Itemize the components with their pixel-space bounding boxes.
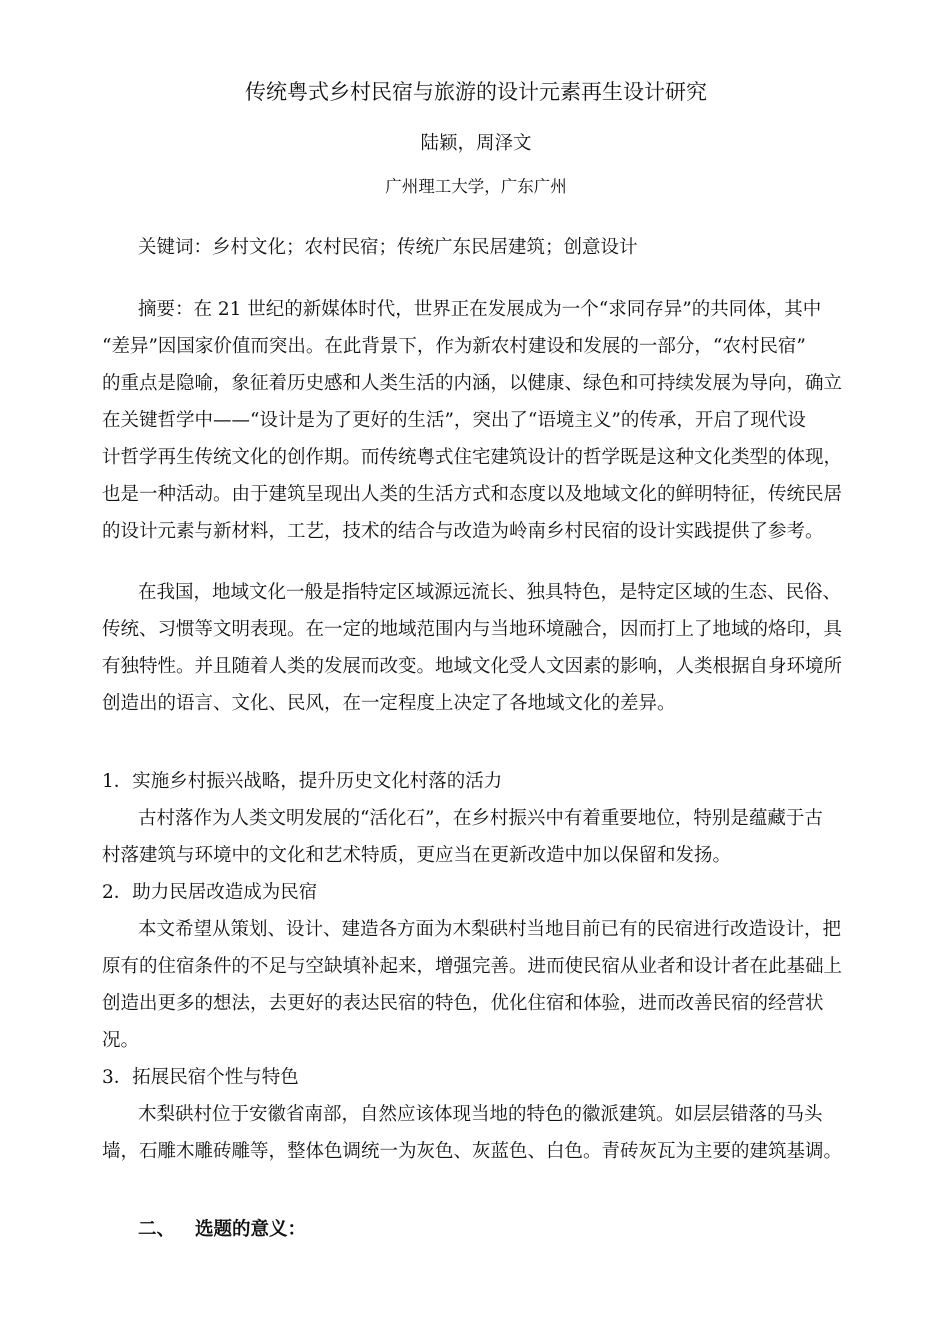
affiliation: 广州理工大学，广东广州 <box>385 177 567 196</box>
chapter-number: 二、 <box>138 1219 176 1240</box>
intro-line: 在我国，地域文化一般是指特定区域源远流长、独具特色，是特定区域的生态、民俗、 <box>138 582 842 603</box>
section-line: 本文希望从策划、设计、建造各方面为木梨硔村当地目前已有的民宿进行改造设计，把 <box>138 919 842 940</box>
abstract-line: 的重点是隐喻，象征着历史感和人类生活的内涵，以健康、绿色和可持续发展为导向，确立 <box>102 373 843 394</box>
section-heading: 2．助力民居改造成为民宿 <box>102 882 318 903</box>
authors: 陆颖，周泽文 <box>420 133 532 154</box>
abstract-line: 计哲学再生传统文化的创作期。而传统粤式住宅建筑设计的哲学既是这种文化类型的体现， <box>102 447 843 468</box>
intro-line: 传统、习惯等文明表现。在一定的地域范围内与当地环境融合，因而打上了地域的烙印，具 <box>102 619 843 640</box>
section-line: 木梨硔村位于安徽省南部，自然应该体现当地的特色的徽派建筑。如层层错落的马头 <box>138 1104 823 1125</box>
chapter-title: 选题的意义： <box>195 1219 307 1240</box>
abstract-line: “差异”因国家价值而突出。在此背景下，作为新农村建设和发展的一部分，“农村民宿” <box>102 336 806 357</box>
section-line: 村落建筑与环境中的文化和艺术特质，更应当在更新改造中加以保留和发扬。 <box>102 845 732 866</box>
abstract-line: 也是一种活动。由于建筑呈现出人类的生活方式和态度以及地域文化的鲜明特征，传统民居 <box>102 484 843 505</box>
section-line: 原有的住宿条件的不足与空缺填补起来，增强完善。进而使民宿从业者和设计者在此基础上 <box>102 956 843 977</box>
abstract-line: 的设计元素与新材料，工艺，技术的结合与改造为岭南乡村民宿的设计实践提供了参考。 <box>102 521 824 542</box>
section-heading: 3．拓展民宿个性与特色 <box>102 1067 299 1088</box>
abstract-line: 在关键哲学中——“设计是为了更好的生活”，突出了“语境主义”的传承，开启了现代设 <box>102 410 806 431</box>
abstract-line: 摘要：在 21 世纪的新媒体时代，世界正在发展成为一个“求同存异”的共同体，其中 <box>138 299 822 320</box>
section-line: 创造出更多的想法，去更好的表达民宿的特色，优化住宿和体验，进而改善民宿的经营状 <box>102 993 824 1014</box>
intro-line: 有独特性。并且随着人类的发展而改变。地域文化受人文因素的影响，人类根据自身环境所 <box>102 656 843 677</box>
section-heading: 1．实施乡村振兴战略，提升历史文化村落的活力 <box>102 771 503 792</box>
paper-title: 传统粤式乡村民宿与旅游的设计元素再生设计研究 <box>245 80 707 104</box>
section-line: 况。 <box>102 1030 140 1051</box>
intro-line: 创造出的语言、文化、民风，在一定程度上决定了各地域文化的差异。 <box>102 693 676 714</box>
keywords: 关键词：乡村文化；农村民宿；传统广东民居建筑；创意设计 <box>138 237 638 258</box>
section-line: 古村落作为人类文明发展的“活化石”，在乡村振兴中有着重要地位，特别是蕴藏于古 <box>138 808 823 829</box>
section-line: 墙，石雕木雕砖雕等，整体色调统一为灰色、灰蓝色、白色。青砖灰瓦为主要的建筑基调。 <box>102 1141 843 1162</box>
